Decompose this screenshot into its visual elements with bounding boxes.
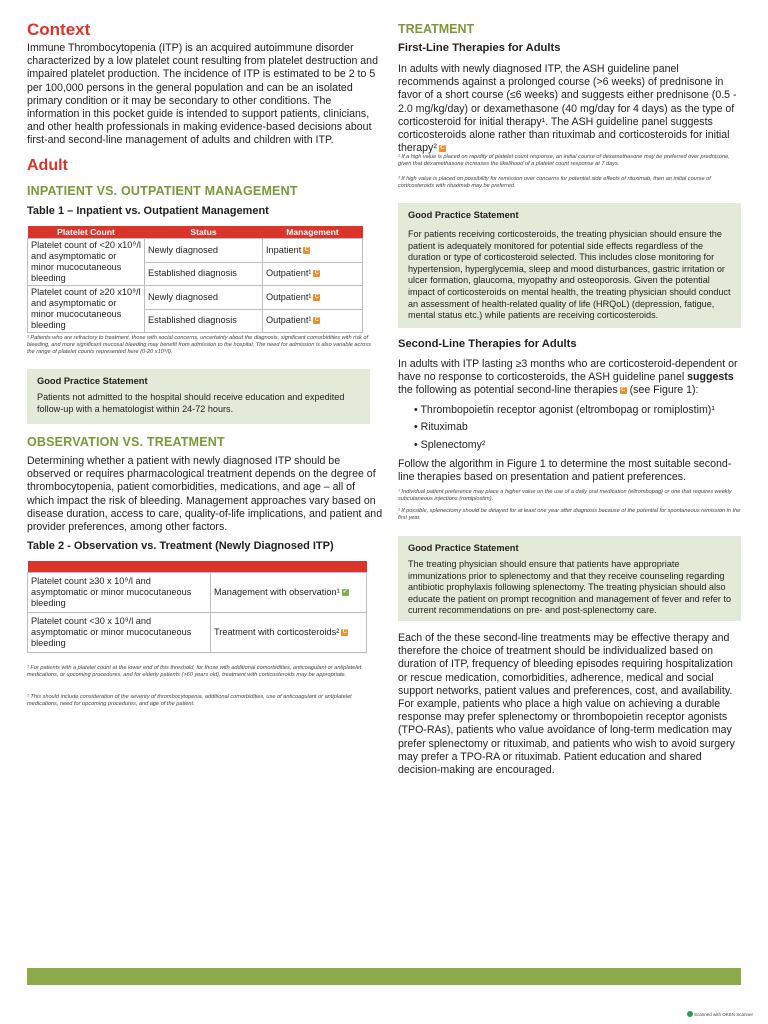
second-line-paragraph — [398, 358, 741, 398]
list-item: • Rituximab — [414, 421, 468, 433]
table1-group2: Platelet count of ≥20 x10⁹/l and asymptomatic or minor mucocutaneous bleeding — [28, 286, 145, 333]
table1-r4-status: Established diagnosis — [145, 309, 263, 333]
context-paragraph: Immune Thrombocytopenia (ITP) is an acquired autoimmune disorder characterized by a low platelet count resulting from platelet destruction and impaired platelet production. The incidence of ITP is estimated to be 2 to 5 per 100,000 persons in the general population and can be an isolated primary condition or it may be secondary to other conditions. The information in this pocket guide is intended to support patients, clinicians, and other health professionals in making evidence-based decisions about first-and second-line management of adults and children with ITP. — [27, 42, 378, 147]
table1-r3-mgmt-cell — [263, 286, 363, 310]
first-line-text: In adults with newly diagnosed ITP, the ASH guideline panel recommends against a prolonged course (>6 weeks) of prednisone in favor of a short course (≤6 weeks) and suggests either prednisone (0.5 - 2.0 mg/kg/day) or dexamethasone (40 mg/day for 4 days) as the type of corticosteroid for initial therapy¹. The ASH guideline panel suggests corticosteroids alone rather than rituximab and corticosteroids for initial therapy² — [398, 63, 737, 155]
table1-r1-mgmt-cell — [263, 239, 363, 263]
second-line-suggests: suggests — [687, 371, 734, 384]
list-item: • Thrombopoietin receptor agonist (eltrombopag or romiplostim)¹ — [414, 404, 715, 416]
table1-r1-mgmt: Inpatient — [266, 244, 302, 255]
observation-heading: OBSERVATION VS. TREATMENT — [27, 435, 225, 449]
table-row — [28, 613, 367, 653]
good-practice-box-1 — [27, 369, 370, 424]
table1-header-platelet: Platelet Count — [28, 226, 145, 239]
good-practice-box-3 — [398, 536, 741, 621]
table2-r2-mgmt-cell — [211, 613, 367, 653]
first-line-paragraph — [398, 63, 741, 155]
table2-r1-mgmt: Management with observation¹ — [214, 587, 340, 597]
gps1-title: Good Practice Statement — [37, 376, 148, 386]
table1-r2-mgmt-cell — [263, 262, 363, 286]
first-line-title: First-Line Therapies for Adults — [398, 42, 561, 54]
strong-badge-icon: ✓ — [342, 589, 348, 596]
gps2-body: For patients receiving corticosteroids, the treating physician should ensure the patient is adequately monitored for potential side effects regardless of the duration or type of corticosteroid selected. This includes close monitoring for hypertension, hyperglycemia, sleep and mood disturbances, gastric irritation or ulcer formation, glaucoma, myopathy and osteoporosis. Given the potential impact of corticosteroids on mental health, the treating physician should conduct an assessment of health-related quality of life (HRQoL) (depression, fatigue, mental status etc.) while patients are receiving corticosteroids. — [408, 229, 731, 321]
table1-r4-mgmt: Outpatient¹ — [266, 315, 312, 326]
table2-footnote-2: ² This should include consideration of the severity of thrombocytopenia, additional comorbidities, use of anticoagulant or antiplatelet medications, need for upcoming procedures, and age of the patient. — [27, 694, 352, 707]
gps2-title: Good Practice Statement — [408, 210, 519, 220]
table2-r1-condition: Platelet count ≥30 x 10⁹/l and asymptomatic or minor mucocutaneous bleeding — [28, 573, 211, 613]
second-line-footnote-1: ¹ Individual patient preference may place a higher value on the use of a daily oral medication (eltrombopag) or one that requires weekly subcutaneous injections (romiplostim). — [398, 489, 732, 502]
gps3-body: The treating physician should ensure that patients have appropriate immunizations prior to splenectomy and that they receive counseling regarding antibiotic prophylaxis following splenectomy. The treating physician should also educate the patient on prompt recognition and management of fever and refer to current recommendations on pre- and post-splenectomy care. — [408, 559, 732, 616]
first-line-footnote-2: ² If high value is placed on possibility for remission over concerns for potential side effects of rituximab, then an initial course of corticosteroids with rituximab may be preferred. — [398, 176, 711, 189]
second-line-text-c: (see Figure 1): — [626, 384, 699, 397]
adult-heading: Adult — [27, 157, 68, 174]
table1-header-status: Status — [145, 226, 263, 239]
conditional-badge-icon: C — [621, 387, 626, 394]
context-heading: Context — [27, 20, 91, 39]
table1-r1-status: Newly diagnosed — [145, 239, 263, 263]
conditional-badge-icon: C — [440, 144, 445, 151]
table1-footnote: ¹ Patients who are refractory to treatment, those with social concerns, uncertainty about the diagnosis, significant comorbidities with risk of bleeding, and more significant mucosal bleeding may benefit from admission to the hospital. The need for admission is also variable across the range of platelet counts represented here (0-20 x10⁹/l). — [27, 335, 371, 355]
good-practice-box-2 — [398, 203, 741, 328]
conditional-badge-icon: C — [304, 246, 309, 253]
closing-paragraph: Each of the these second-line treatments may be effective therapy and therefore the choice of treatment should be individualized based on duration of ITP, frequency of bleeding episodes requiring hospitalization or rescue medication, comorbidities, adherence, medical and social support networks, patient values and preferences, cost, and availability. For example, patients who place a high value on achieving a durable response may prefer splenectomy or thrombopoietin receptor agonists (TPO-RAs), patients who value avoidance of long-term medication may prefer splenectomy or rituximab, and patients who wish to avoid surgery may prefer a TPO-RA or rituximab. Patient education and shared decision-making are encouraged. — [398, 632, 735, 777]
algorithm-paragraph: Follow the algorithm in Figure 1 to determine the most suitable second-line therapies based on presentation and patient preferences. — [398, 458, 732, 484]
table2-r2-mgmt: Treatment with corticosteroids² — [214, 627, 340, 637]
second-line-footnote-2: ² If possible, splenectomy should be delayed for at least one year after diagnosis because of the potential for spontaneous remission in the first year. — [398, 508, 741, 521]
treatment-heading: TREATMENT — [398, 22, 475, 36]
conditional-badge-icon: C — [342, 629, 347, 636]
first-line-footnote-1: ¹ If a high value is placed on rapidity of platelet count response, an initial course of dexamethasone may be preferred over prednisone, given that dexamethasone increases the likelihood of a platelet count response at 7 days. — [398, 154, 730, 167]
table1-group1: Platelet count of <20 x10⁹/l and asymptomatic or minor mucocutaneous bleeding — [28, 239, 145, 286]
inpatient-heading: INPATIENT VS. OUTPATIENT MANAGEMENT — [27, 184, 298, 198]
gps1-body: Patients not admitted to the hospital should receive education and expedited follow-up with a hematologist within 24-72 hours. — [37, 392, 345, 414]
gps3-title: Good Practice Statement — [408, 543, 519, 553]
table1 — [27, 226, 363, 333]
table-row — [28, 239, 363, 263]
scanner-watermark: Scanned with OKEN Scanner — [694, 1012, 754, 1017]
table2-footnote-1: ¹ For patients with a platelet count at the lower end of this threshold, for those with additional comorbidities, anticoagulant or antiplatelet medications, or upcoming procedures, and for elderly patients (>60 years old), treatment with corticosteroids may be appropriate. — [27, 665, 362, 678]
second-line-text-b: the following as potential second-line therapies — [398, 384, 618, 397]
footer-bar — [27, 968, 741, 985]
table2 — [27, 561, 367, 653]
table2-header-band — [28, 561, 367, 573]
table-row — [28, 286, 363, 310]
table1-r4-mgmt-cell — [263, 309, 363, 333]
table2-r1-mgmt-cell — [211, 573, 367, 613]
table1-title: Table 1 – Inpatient vs. Outpatient Management — [27, 205, 269, 217]
observation-paragraph: Determining whether a patient with newly diagnosed ITP should be observed or requires pharmacological treatment depends on the degree of thrombocytopenia, patient comorbidities, medications, and age – all of which impact the risk of bleeding. Management approaches vary based on disease duration, access to care, quality-of-life implications, and patient and provider preferences, among other factors. — [27, 455, 383, 534]
table1-r2-status: Established diagnosis — [145, 262, 263, 286]
list-item: • Splenectomy² — [414, 439, 486, 451]
second-line-title: Second-Line Therapies for Adults — [398, 338, 577, 350]
second-line-text-a: In adults with ITP lasting ≥3 months who are corticosteroid-dependent or have no response to corticosteroids, the ASH guideline panel — [398, 358, 738, 384]
scanner-logo-icon — [687, 1011, 693, 1017]
table1-r3-mgmt: Outpatient¹ — [266, 291, 312, 302]
table2-title: Table 2 - Observation vs. Treatment (Newly Diagnosed ITP) — [27, 540, 334, 552]
table-row — [28, 573, 367, 613]
table1-header-management: Management — [263, 226, 363, 239]
table2-r2-condition: Platelet count <30 x 10⁹/l and asymptomatic or minor mucocutaneous bleeding — [28, 613, 211, 653]
conditional-badge-icon: C — [314, 270, 320, 277]
conditional-badge-icon: C — [314, 317, 320, 324]
table1-r2-mgmt: Outpatient¹ — [266, 268, 312, 279]
table1-r3-status: Newly diagnosed — [145, 286, 263, 310]
conditional-badge-icon: C — [314, 293, 320, 300]
